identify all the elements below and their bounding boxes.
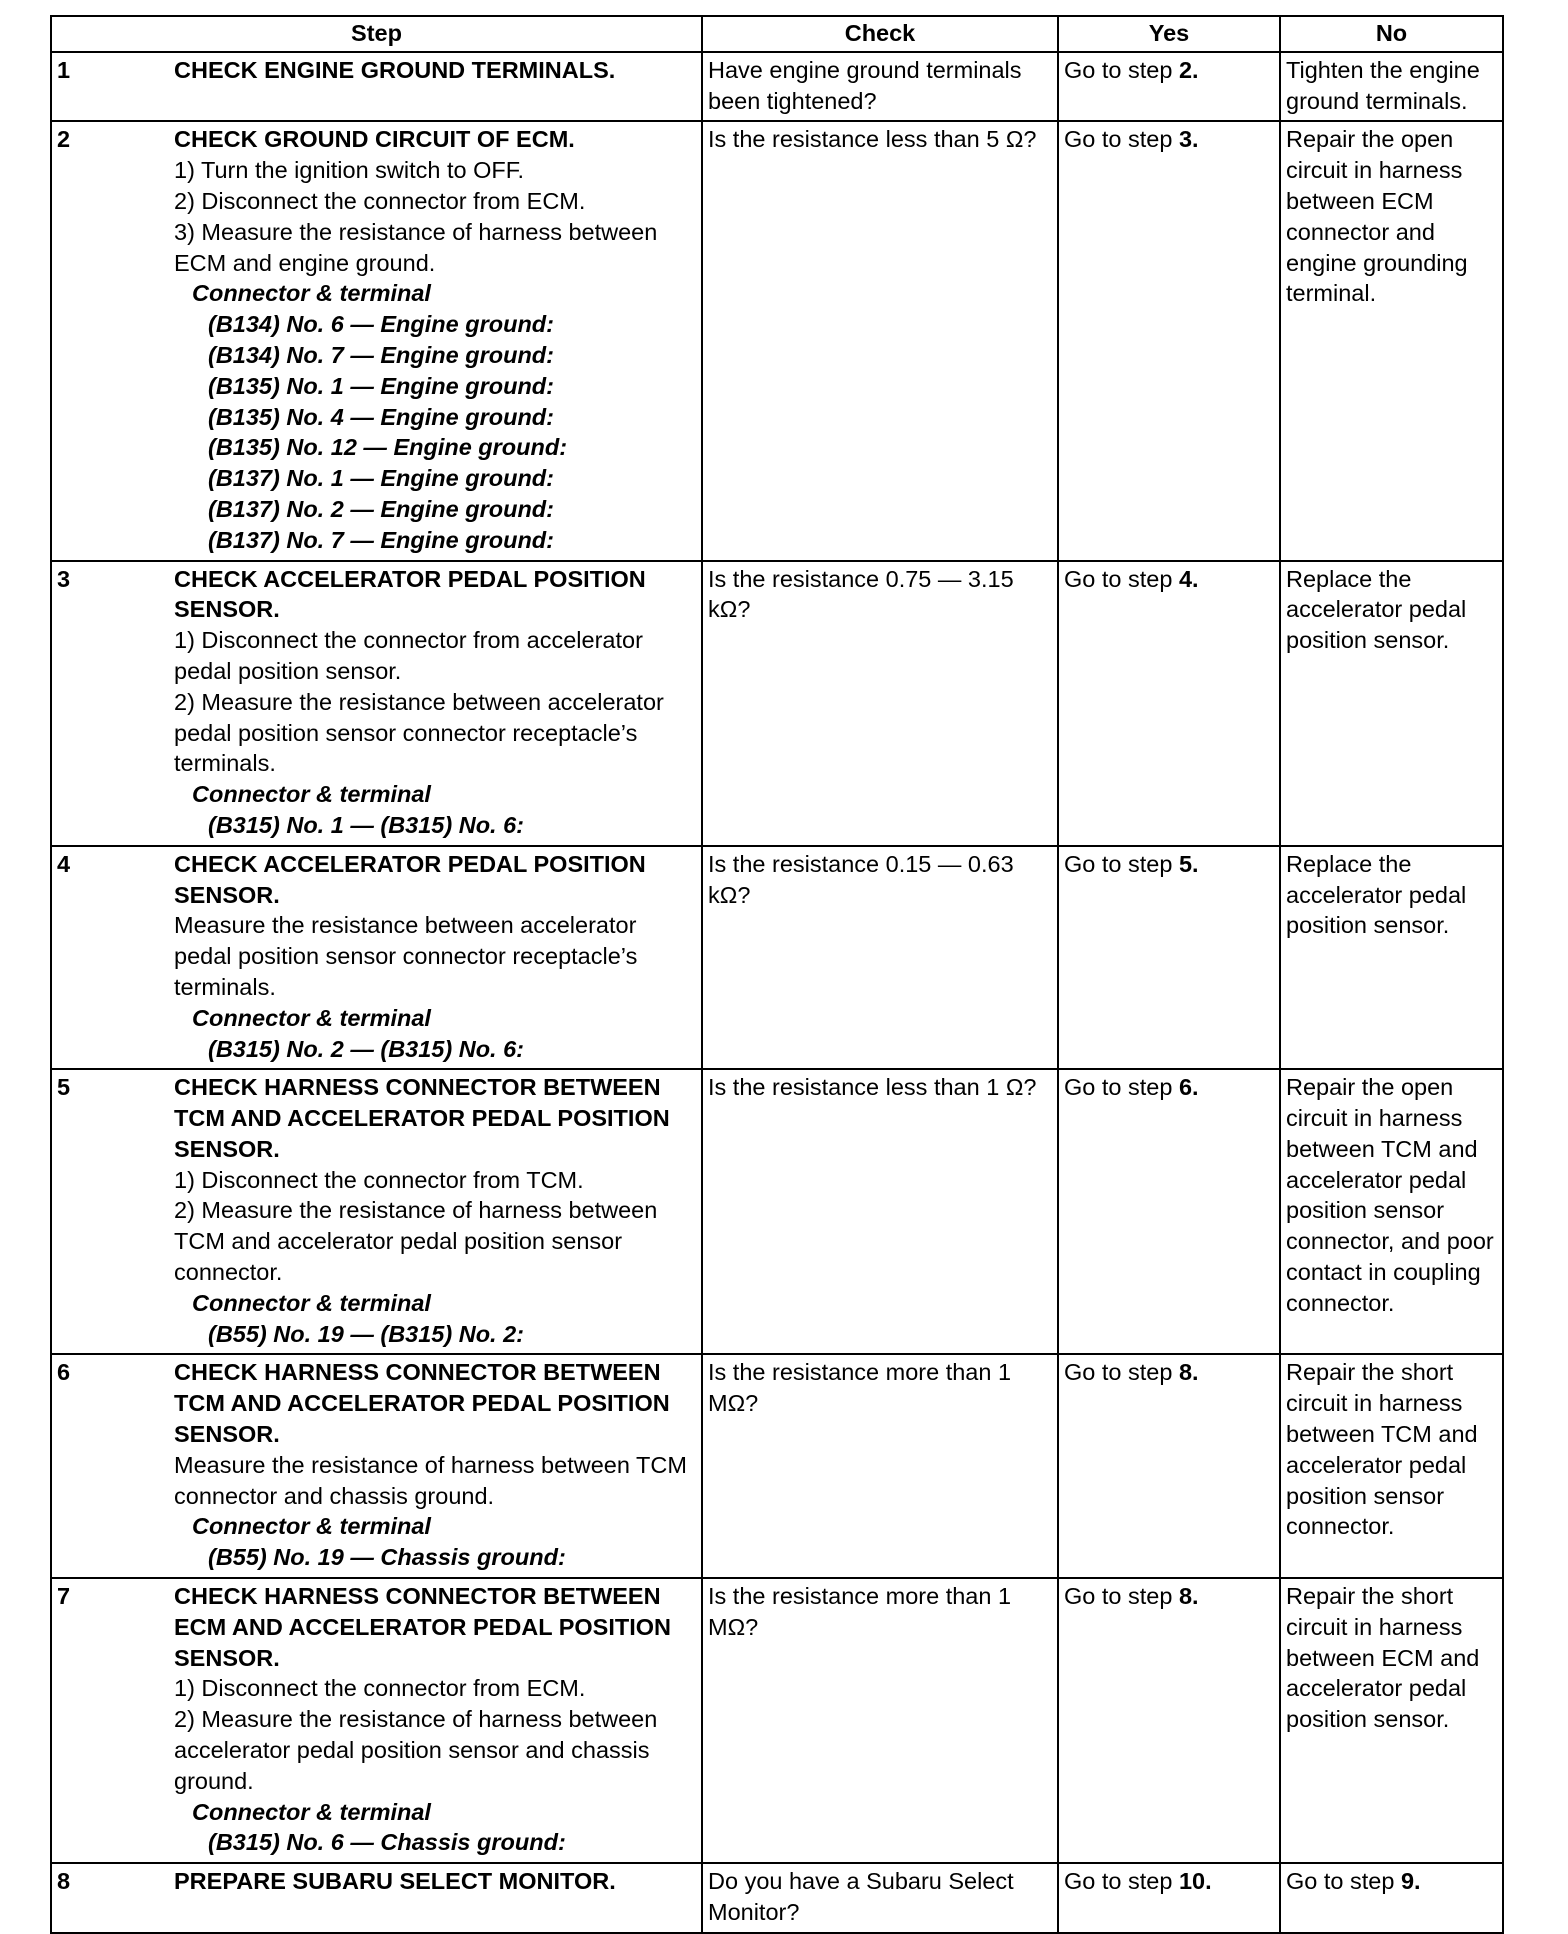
connector-terminal-label: Connector & terminal (192, 1798, 431, 1825)
step-instruction: 2) Measure the resistance of harness between accelerator pedal position sensor and chassis ground. (174, 1706, 658, 1794)
header-no: No (1280, 16, 1503, 52)
check-cell: Is the resistance less than 5 Ω? (702, 121, 1058, 560)
step-cell-content (57, 1357, 696, 1573)
table-row (51, 846, 1503, 1070)
yes-step-ref: 2. (1178, 56, 1199, 83)
connector-terminal-label: Connector & terminal (192, 1289, 431, 1316)
step-instruction: 2) Measure the resistance between accelerator pedal position sensor connector receptacle’s terminals. (174, 688, 664, 777)
no-goto-text: Go to step (1286, 1868, 1395, 1895)
yes-goto-text: Go to step (1064, 1074, 1173, 1101)
connector-terminal-item: (B135) No. 1 — Engine ground: (208, 372, 554, 399)
step-cell-content (57, 1866, 696, 1897)
step-title: CHECK HARNESS CONNECTOR BETWEEN TCM AND ACCELERATOR PEDAL POSITION SENSOR. (174, 1074, 670, 1162)
yes-cell (1058, 561, 1280, 846)
connector-terminal-item: (B55) No. 19 — Chassis ground: (208, 1544, 566, 1571)
step-instruction: 2) Disconnect the connector from ECM. (174, 187, 586, 214)
yes-goto-text: Go to step (1064, 1359, 1173, 1386)
step-cell (51, 1578, 702, 1863)
connector-terminal-item: (B315) No. 1 — (B315) No. 6: (208, 811, 525, 838)
yes-cell (1058, 1354, 1280, 1578)
step-instruction: 2) Measure the resistance of harness between TCM and accelerator pedal position sensor connector. (174, 1197, 658, 1286)
yes-goto-text: Go to step (1064, 565, 1173, 592)
header-row (51, 16, 1503, 52)
header-step: Step (51, 16, 702, 52)
step-details (174, 1357, 696, 1573)
connector-terminal-item: (B134) No. 7 — Engine ground: (208, 341, 554, 368)
step-number: 4 (57, 850, 71, 877)
no-cell: Repair the open circuit in harness between TCM and accelerator pedal position sensor connector, and poor contact in coupling connector. (1280, 1069, 1503, 1354)
connector-terminal-item: (B137) No. 2 — Engine ground: (208, 495, 554, 522)
connector-terminal-label: Connector & terminal (192, 280, 431, 307)
table-row (51, 52, 1503, 122)
step-details (174, 564, 696, 841)
step-cell-content (57, 849, 696, 1065)
step-number: 8 (57, 1868, 71, 1895)
table-row (51, 1069, 1503, 1354)
step-cell-content (57, 55, 696, 86)
connector-terminal-item: (B137) No. 1 — Engine ground: (208, 465, 554, 492)
connector-terminal-item: (B134) No. 6 — Engine ground: (208, 311, 554, 338)
no-cell: Repair the open circuit in harness between ECM connector and engine grounding terminal. (1280, 121, 1503, 560)
no-cell: Repair the short circuit in harness between TCM and accelerator pedal position sensor connector. (1280, 1354, 1503, 1578)
step-number: 1 (57, 56, 71, 83)
step-cell (51, 1354, 702, 1578)
connector-terminal-label: Connector & terminal (192, 1513, 431, 1540)
connector-terminal-item: (B55) No. 19 — (B315) No. 2: (208, 1320, 525, 1347)
yes-goto-text: Go to step (1064, 1583, 1173, 1610)
connector-terminal-item: (B135) No. 12 — Engine ground: (208, 434, 568, 461)
step-details (174, 124, 696, 555)
connector-terminal-item: (B315) No. 6 — Chassis ground: (208, 1829, 566, 1856)
step-cell (51, 846, 702, 1070)
table-body (51, 52, 1503, 1933)
table-row (51, 1863, 1503, 1933)
yes-step-ref: 10. (1178, 1868, 1212, 1895)
yes-step-ref: 4. (1178, 565, 1199, 592)
step-details (174, 55, 696, 86)
step-instruction: 3) Measure the resistance of harness between ECM and engine ground. (174, 218, 658, 276)
step-title: CHECK GROUND CIRCUIT OF ECM. (174, 126, 575, 153)
step-title: CHECK HARNESS CONNECTOR BETWEEN ECM AND ACCELERATOR PEDAL POSITION SENSOR. (174, 1583, 672, 1671)
step-details (174, 1866, 696, 1897)
step-instruction: Measure the resistance between accelerator pedal position sensor connector receptacle’s terminals. (174, 912, 638, 1000)
step-instruction: 1) Disconnect the connector from ECM. (174, 1675, 586, 1702)
yes-step-ref: 6. (1178, 1074, 1199, 1101)
yes-cell (1058, 1578, 1280, 1863)
yes-step-ref: 8. (1178, 1359, 1199, 1386)
yes-cell (1058, 846, 1280, 1070)
step-details (174, 1072, 696, 1349)
table-row (51, 1578, 1503, 1863)
no-cell: Replace the accelerator pedal position sensor. (1280, 561, 1503, 846)
header-yes: Yes (1058, 16, 1280, 52)
check-cell: Is the resistance less than 1 Ω? (702, 1069, 1058, 1354)
step-title: CHECK ENGINE GROUND TERMINALS. (174, 56, 616, 83)
connector-terminal-item: (B315) No. 2 — (B315) No. 6: (208, 1035, 525, 1062)
step-details (174, 849, 696, 1065)
no-cell: Tighten the engine ground terminals. (1280, 52, 1503, 122)
yes-cell (1058, 121, 1280, 560)
connector-terminal-label: Connector & terminal (192, 1004, 431, 1031)
connector-terminal-item: (B137) No. 7 — Engine ground: (208, 526, 554, 553)
yes-cell (1058, 52, 1280, 122)
yes-goto-text: Go to step (1064, 850, 1173, 877)
yes-step-ref: 8. (1178, 1583, 1199, 1610)
step-cell-content (57, 1581, 696, 1858)
yes-goto-text: Go to step (1064, 56, 1173, 83)
check-cell: Is the resistance more than 1 MΩ? (702, 1354, 1058, 1578)
step-title: CHECK HARNESS CONNECTOR BETWEEN TCM AND ACCELERATOR PEDAL POSITION SENSOR. (174, 1359, 670, 1448)
yes-step-ref: 3. (1178, 126, 1199, 153)
step-number: 5 (57, 1074, 71, 1101)
check-cell: Is the resistance more than 1 MΩ? (702, 1578, 1058, 1863)
no-step-ref: 9. (1400, 1868, 1421, 1895)
step-instruction: 1) Turn the ignition switch to OFF. (174, 157, 525, 184)
step-number: 6 (57, 1359, 71, 1386)
step-title: CHECK ACCELERATOR PEDAL POSITION SENSOR. (174, 565, 646, 623)
yes-step-ref: 5. (1178, 850, 1199, 877)
step-cell (51, 1069, 702, 1354)
diagnostic-table (50, 15, 1504, 1934)
step-cell-content (57, 564, 696, 841)
step-title: PREPARE SUBARU SELECT MONITOR. (174, 1868, 616, 1895)
yes-goto-text: Go to step (1064, 1868, 1173, 1895)
step-cell (51, 52, 702, 122)
step-cell (51, 121, 702, 560)
step-number: 3 (57, 565, 71, 592)
step-instruction: 1) Disconnect the connector from accelerator pedal position sensor. (174, 627, 643, 684)
step-cell-content (57, 124, 696, 555)
table-row (51, 121, 1503, 560)
no-cell (1280, 1863, 1503, 1933)
step-cell (51, 1863, 702, 1933)
yes-goto-text: Go to step (1064, 126, 1173, 153)
step-cell-content (57, 1072, 696, 1349)
header-check: Check (702, 16, 1058, 52)
yes-cell (1058, 1863, 1280, 1933)
step-details (174, 1581, 696, 1858)
step-number: 7 (57, 1583, 71, 1610)
step-number: 2 (57, 126, 71, 153)
check-cell: Do you have a Subaru Select Monitor? (702, 1863, 1058, 1933)
no-cell: Replace the accelerator pedal position sensor. (1280, 846, 1503, 1070)
table-row (51, 561, 1503, 846)
check-cell: Is the resistance 0.15 — 0.63 kΩ? (702, 846, 1058, 1070)
check-cell: Have engine ground terminals been tightened? (702, 52, 1058, 122)
step-instruction: 1) Disconnect the connector from TCM. (174, 1166, 584, 1193)
check-cell: Is the resistance 0.75 — 3.15 kΩ? (702, 561, 1058, 846)
step-cell (51, 561, 702, 846)
table-row (51, 1354, 1503, 1578)
step-instruction: Measure the resistance of harness between TCM connector and chassis ground. (174, 1451, 687, 1509)
no-cell: Repair the short circuit in harness between ECM and accelerator pedal position sensor. (1280, 1578, 1503, 1863)
yes-cell (1058, 1069, 1280, 1354)
connector-terminal-item: (B135) No. 4 — Engine ground: (208, 403, 554, 430)
connector-terminal-label: Connector & terminal (192, 781, 431, 808)
step-title: CHECK ACCELERATOR PEDAL POSITION SENSOR. (174, 850, 646, 908)
